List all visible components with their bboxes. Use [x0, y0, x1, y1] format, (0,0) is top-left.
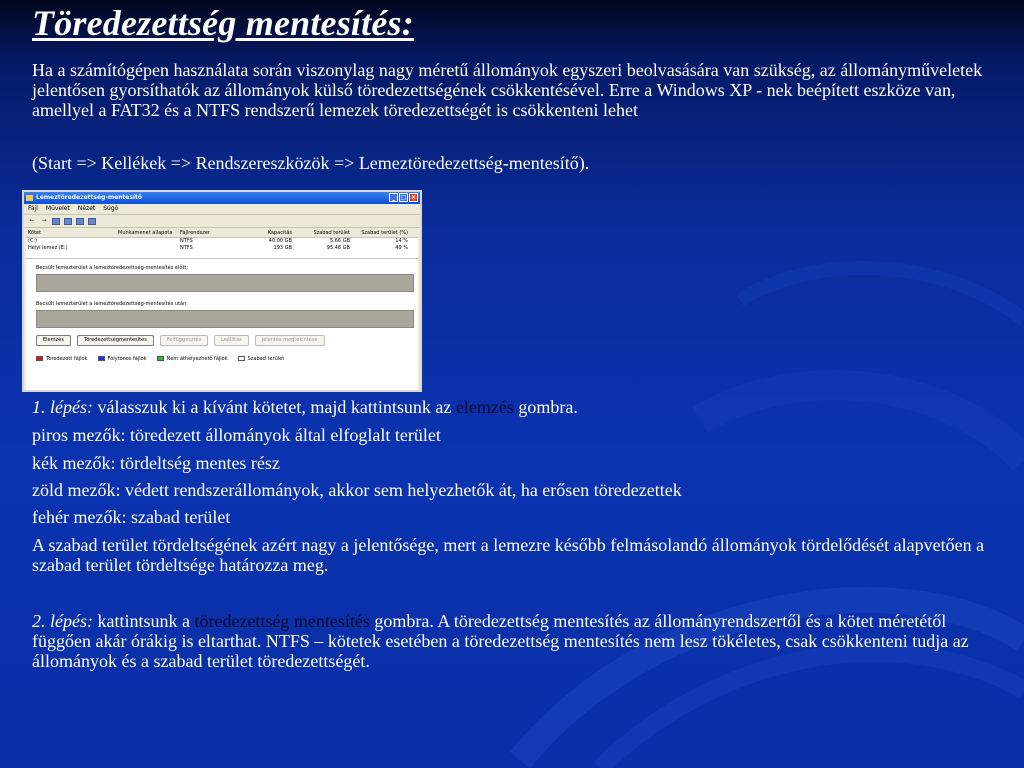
legend-white-line: fehér mezők: szabad terület: [32, 507, 231, 527]
step2-text-a: kattintsunk a: [92, 611, 195, 631]
action-buttons: [36, 335, 325, 346]
before-label: Becsült lemezterület a lemeztöredezettség-mentesítés előtt:: [36, 265, 189, 271]
defrag-window-screenshot: [22, 190, 422, 392]
volume-free-percent: 49 %: [395, 245, 408, 251]
back-arrow-icon: ←: [29, 216, 35, 224]
col-session-status: Munkamenet állapota: [118, 230, 173, 236]
table-row: [26, 245, 418, 252]
volume-free-percent: 14 %: [395, 238, 408, 244]
maximize-icon: □: [400, 194, 407, 201]
console-icon: [52, 218, 60, 225]
step1-paragraph: [32, 397, 992, 417]
col-free-percent: Szabad terület (%): [361, 230, 408, 236]
defrag-button: Töredezettségmentesítés: [77, 335, 154, 346]
volume-fs: NTFS: [180, 238, 193, 244]
step2-paragraph: [32, 611, 992, 671]
tool-path: (Start => Kellékek => Rendszereszközök => Lemeztöredezettség-mentesítő).: [32, 153, 590, 173]
volume-capacity: 193 GB: [273, 245, 292, 251]
legend-swatch-green: [157, 356, 164, 361]
window-titlebar: [24, 192, 420, 204]
legend-green-line: zöld mezők: védett rendszerállományok, akkor sem helyezhetők át, ha erősen töredezettek: [32, 480, 682, 500]
legend: [36, 356, 284, 362]
stop-button: Leállítás: [214, 335, 249, 346]
menu-bar: [24, 204, 420, 215]
step2-label: 2. lépés:: [32, 611, 93, 631]
legend-red-line: piros mezők: töredezett állományok által elfoglalt terület: [32, 425, 441, 445]
step1-text-a: válasszuk ki a kívánt kötetet, majd kattintsunk az: [92, 397, 456, 417]
menu-item-file: Fájl: [28, 205, 38, 212]
legend-contiguous: [98, 356, 147, 362]
minimize-icon: _: [389, 193, 398, 202]
volume-status: [116, 245, 178, 252]
volume-name: (C:): [28, 238, 38, 244]
menu-item-help: Súgó: [103, 205, 119, 212]
after-label: Becsült lemezterület a lemeztöredezettség-mentesítés után:: [36, 301, 188, 307]
legend-swatch-red: [36, 356, 43, 361]
properties-icon: [64, 218, 72, 225]
intro-paragraph: Ha a számítógépen használata során viszonylag nagy méretű állományok egyszeri beolvasására van szükség, az állományműveletek jelentősen gyorsíthatók az állományok külső töredezettségének csökkentésével. Erre a Windows XP - nek beépített eszköze van, amellyel a FAT32 és a NTFS rendszerű lemezek töredezettségét is csökkenteni lehet: [32, 60, 983, 120]
volume-free: 95.48 GB: [326, 245, 350, 251]
free-space-paragraph: A szabad terület tördeltségének azért nagy a jelentősége, mert a lemezre később felmásolandó állományok tördelődését alapvetően a szabad terület tördeltsége határozza meg.: [32, 535, 985, 575]
legend-fragmented-label: Töredezett fájlok: [46, 356, 88, 362]
menu-item-action: Művelet: [45, 205, 70, 212]
menu-item-view: Nézet: [77, 205, 96, 212]
col-filesystem: Fájlrendszer: [180, 230, 210, 236]
legend-free: [238, 356, 285, 362]
app-icon: [26, 195, 33, 201]
legend-blue-line: kék mezők: tördeltség mentes rész: [32, 453, 280, 473]
help-icon: [76, 218, 84, 225]
volume-status: [116, 238, 178, 245]
legend-swatch-white: [238, 356, 245, 361]
before-usage-bar: [36, 274, 414, 292]
legend-swatch-blue: [98, 356, 105, 361]
legend-fragmented: [36, 356, 88, 362]
legend-unmovable-label: Nem áthelyezhető fájlok: [166, 356, 228, 362]
volume-name: Helyi lemez (E:): [28, 245, 68, 251]
analyze-button: Elemzés: [36, 335, 71, 346]
forward-arrow-icon: →: [41, 216, 47, 224]
after-usage-bar: [36, 310, 414, 328]
volume-capacity: 40.00 GB: [268, 238, 292, 244]
col-volume: Kötet: [28, 230, 42, 236]
volume-table-header: [26, 230, 418, 238]
step1-text-b: gombra.: [513, 397, 578, 417]
pause-button: Felfüggesztés: [160, 335, 208, 346]
step1-label: 1. lépés:: [32, 397, 93, 417]
toolbar: [24, 215, 420, 228]
table-row: [26, 238, 418, 245]
panel-icon: [88, 218, 96, 225]
view-report-button: Jelentés megtekintése: [255, 335, 325, 346]
col-capacity: Kapacitás: [267, 230, 292, 236]
volume-free: 5.66 GB: [329, 238, 350, 244]
step2-highlight: töredezettség mentesítés: [194, 611, 370, 631]
window-title: Lemeztöredezettség-mentesítő: [36, 194, 142, 201]
slide-title: Töredezettség mentesítés:: [32, 3, 414, 43]
analysis-panel: [26, 258, 418, 392]
step1-highlight: elemzés: [455, 397, 514, 417]
volume-table: [26, 230, 418, 258]
volume-fs: NTFS: [180, 245, 193, 251]
legend-contiguous-label: Folytonos fájlok: [107, 356, 147, 362]
close-icon: ×: [410, 194, 417, 201]
step2-text-b: gombra. A töredezettség mentesítés az állományrendszertől és a kötet méretétől függően akár órákig is eltarthat. NTFS – kötetek esetében a töredezettség mentesítés nem lesz tökéletes, csak csökkenteni tudja az állományok és a szabad terület töredezettségét.: [32, 611, 969, 671]
legend-free-label: Szabad terület: [247, 356, 285, 362]
col-free-space: Szabad terület: [313, 230, 350, 236]
legend-unmovable: [157, 356, 228, 362]
